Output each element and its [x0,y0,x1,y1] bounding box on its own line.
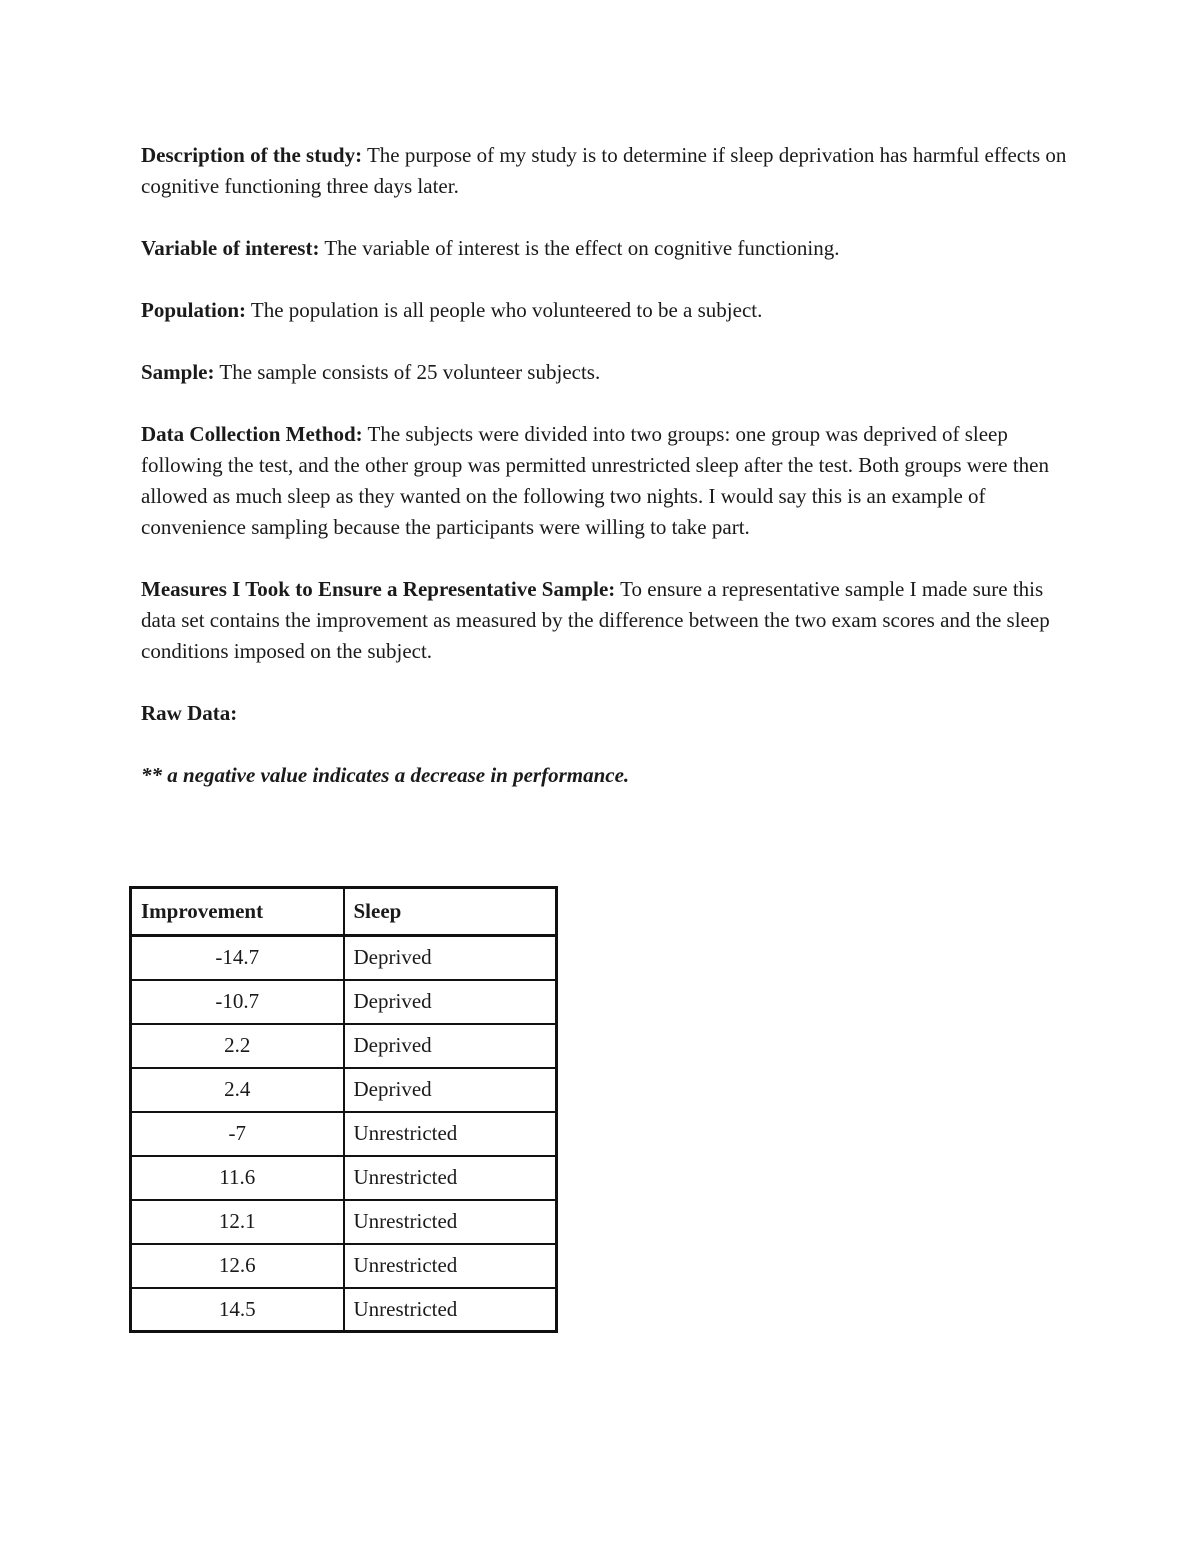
data-collection-label: Data Collection Method: [141,422,363,446]
table-row [131,1200,557,1244]
population-label: Population: [141,298,247,322]
description-label: Description of the study: [141,143,363,167]
table-row [131,1156,557,1200]
improvement-cell: 12.6 [131,1244,344,1288]
sleep-cell: Unrestricted [344,1200,557,1244]
improvement-cell: 2.4 [131,1068,344,1112]
improvement-cell: -14.7 [131,936,344,980]
table-row [131,1024,557,1068]
variable-text: The variable of interest is the effect on cognitive functioning. [324,236,840,260]
sleep-cell: Deprived [344,1068,557,1112]
data-collection-text: The subjects were divided into two groups: one group was deprived of sleep following the test, and the other group was permitted unrestricted sleep after the test. Both groups were then allowed as much sleep as they wanted on the following two nights. I would say this is an example of convenience sampling because the participants were willing to take part. [141,422,1049,539]
sleep-cell: Deprived [344,1024,557,1068]
sleep-cell: Unrestricted [344,1112,557,1156]
population-paragraph [141,295,1071,326]
sleep-cell: Unrestricted [344,1156,557,1200]
sample-paragraph [141,357,1071,388]
table-row [131,980,557,1024]
improvement-cell: 2.2 [131,1024,344,1068]
table-row [131,936,557,980]
table-row [131,1244,557,1288]
description-paragraph [141,140,1071,202]
improvement-cell: 11.6 [131,1156,344,1200]
raw-data-label: Raw Data: [141,701,238,725]
improvement-cell: 12.1 [131,1200,344,1244]
sample-text: The sample consists of 25 volunteer subjects. [219,360,601,384]
measures-text: To ensure a representative sample I made sure this data set contains the improvement as measured by the difference between the two exam scores and the sleep conditions imposed on the subject. [141,577,1050,663]
table-row [131,1068,557,1112]
improvement-cell: 14.5 [131,1288,344,1332]
raw-data-paragraph [141,698,1071,729]
variable-paragraph [141,233,1071,264]
improvement-column-header: Improvement [131,888,344,936]
data-collection-paragraph [141,419,1071,543]
measures-paragraph [141,574,1071,667]
sleep-cell: Deprived [344,936,557,980]
sleep-column-header: Sleep [344,888,557,936]
improvement-cell: -7 [131,1112,344,1156]
description-text: The purpose of my study is to determine if sleep deprivation has harmful effects on cognitive functioning three days later. [141,143,1067,198]
improvement-cell: -10.7 [131,980,344,1024]
population-text: The population is all people who volunteered to be a subject. [250,298,763,322]
document-body [141,140,1071,791]
sleep-cell: Unrestricted [344,1288,557,1332]
table-row [131,1112,557,1156]
measures-label: Measures I Took to Ensure a Representative Sample: [141,577,616,601]
table-row [131,1288,557,1332]
table-header-row [131,888,557,936]
negative-value-note: ** a negative value indicates a decrease in performance. [141,763,630,787]
variable-label: Variable of interest: [141,236,320,260]
sleep-cell: Unrestricted [344,1244,557,1288]
sample-label: Sample: [141,360,215,384]
raw-data-table [129,886,558,1333]
sleep-cell: Deprived [344,980,557,1024]
